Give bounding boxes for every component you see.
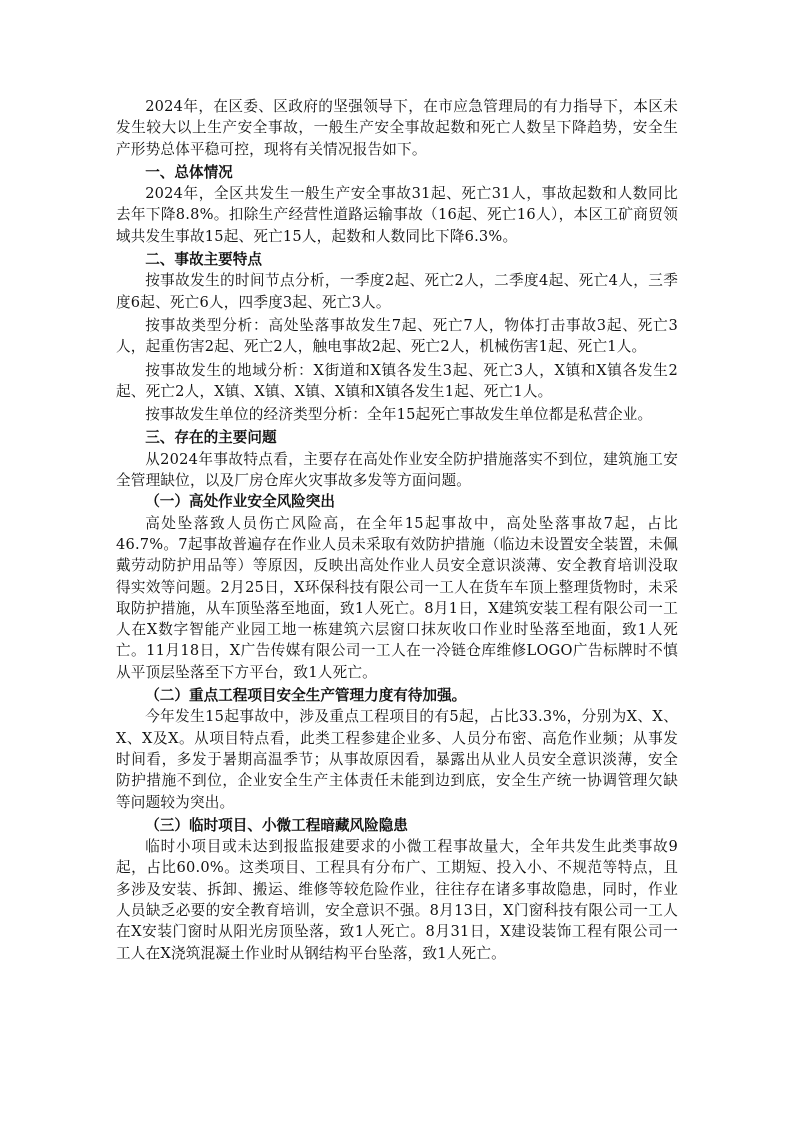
intro-paragraph: 2024年，在区委、区政府的坚强领导下，在市应急管理局的有力指导下，本区未发生较大以上生产安全事故，一般生产安全事故起数和死亡人数呈下降趋势，安全生产形势总体平稳可控，现将有关情况报告如下。 (116, 98, 678, 158)
section-heading-overview: 一、总体情况 (145, 163, 233, 181)
temporary-projects-paragraph: 临时小项目或未达到报监报建要求的小微工程事故量大，全年共发生此类事故9起，占比60.0%。这类项目、工程具有分布广、工期短、投入小、不规范等特点，且多涉及安装、拆卸、搬运、维修等较危险作业，往往存在诸多事故隐患，同时，作业人员缺乏必要的安全教育培训，安全意识不强。8月13日，X门窗科技有限公司一工人在X安装门窗时从阳光房顶坠落，致1人死亡。8月31日，X建设装饰工程有限公司一工人在X浇筑混凝土作业时从钢结构平台坠落，致1人死亡。 (116, 838, 678, 962)
subheading-temporary-projects: （三）临时项目、小微工程暗藏风险隐患 (145, 816, 408, 834)
overview-paragraph: 2024年，全区共发生一般生产安全事故31起、死亡31人，事故起数和人数同比去年下降8.8%。扣除生产经营性道路运输事故（16起、死亡16人），本区工矿商贸领域共发生事故15起、死亡15人，起数和人数同比下降6.3%。 (116, 185, 678, 245)
features-paragraph-economy: 按事故发生单位的经济类型分析：全年15起死亡事故发生单位都是私营企业。 (145, 406, 653, 424)
problems-intro-paragraph: 从2024年事故特点看，主要存在高处作业安全防护措施落实不到位，建筑施工安全管理缺位，以及厂房仓库火灾事故多发等方面问题。 (116, 450, 678, 490)
section-heading-features: 二、事故主要特点 (145, 251, 262, 269)
section-heading-problems: 三、存在的主要问题 (145, 429, 277, 447)
features-paragraph-region: 按事故发生的地域分析：X街道和X镇各发生3起、死亡3人，X镇和X镇各发生2起、死亡2人，X镇、X镇、X镇、X镇和X镇各发生1起、死亡1人。 (116, 361, 678, 400)
document-page (116, 96, 678, 964)
features-paragraph-type: 按事故类型分析：高处坠落事故发生7起、死亡7人，物体打击事故3起、死亡3人，起重伤害2起、死亡2人，触电事故2起、死亡2人，机械伤害1起、死亡1人。 (116, 316, 678, 356)
subheading-height-work: （一）高处作业安全风险突出 (145, 493, 335, 511)
subheading-key-projects: （二）重点工程项目安全生产管理力度有待加强。 (145, 687, 467, 705)
features-paragraph-time: 按事故发生的时间节点分析，一季度2起、死亡2人，二季度4起、死亡4人，三季度6起、死亡6人，四季度3起、死亡3人。 (116, 272, 678, 311)
key-projects-paragraph: 今年发生15起事故中，涉及重点工程项目的有5起，占比33.3%，分别为X、X、X、X及X。从项目特点看，此类工程参建企业多、人员分布密、高危作业频；从事发时间看，多发于暑期高温季节；从事故原因看，暴露出从业人员安全意识淡薄，安全防护措施不到位，企业安全生产主体责任未能到边到底，安全生产统一协调管理欠缺等问题较为突出。 (116, 708, 678, 811)
height-work-paragraph: 高处坠落致人员伤亡风险高，在全年15起事故中，高处坠落事故7起，占比46.7%。7起事故普遍存在作业人员未采取有效防护措施（临边未设置安全装置，未佩戴劳动防护用品等）等原因，反映出高处作业人员安全意识淡薄、安全教育培训没取得实效等问题。2月25日，X环保科技有限公司一工人在货车车顶上整理货物时，未采取防护措施，从车顶坠落至地面，致1人死亡。8月1日，X建筑安装工程有限公司一工人在X数字智能产业园工地一栋建筑六层窗口抹灰收口作业时坠落至地面，致1人死亡。11月18日，X广告传媒有限公司一工人在一冷链仓库维修LOGO广告标牌时不慎从平顶层坠落至下方平台，致1人死亡。 (116, 514, 678, 681)
